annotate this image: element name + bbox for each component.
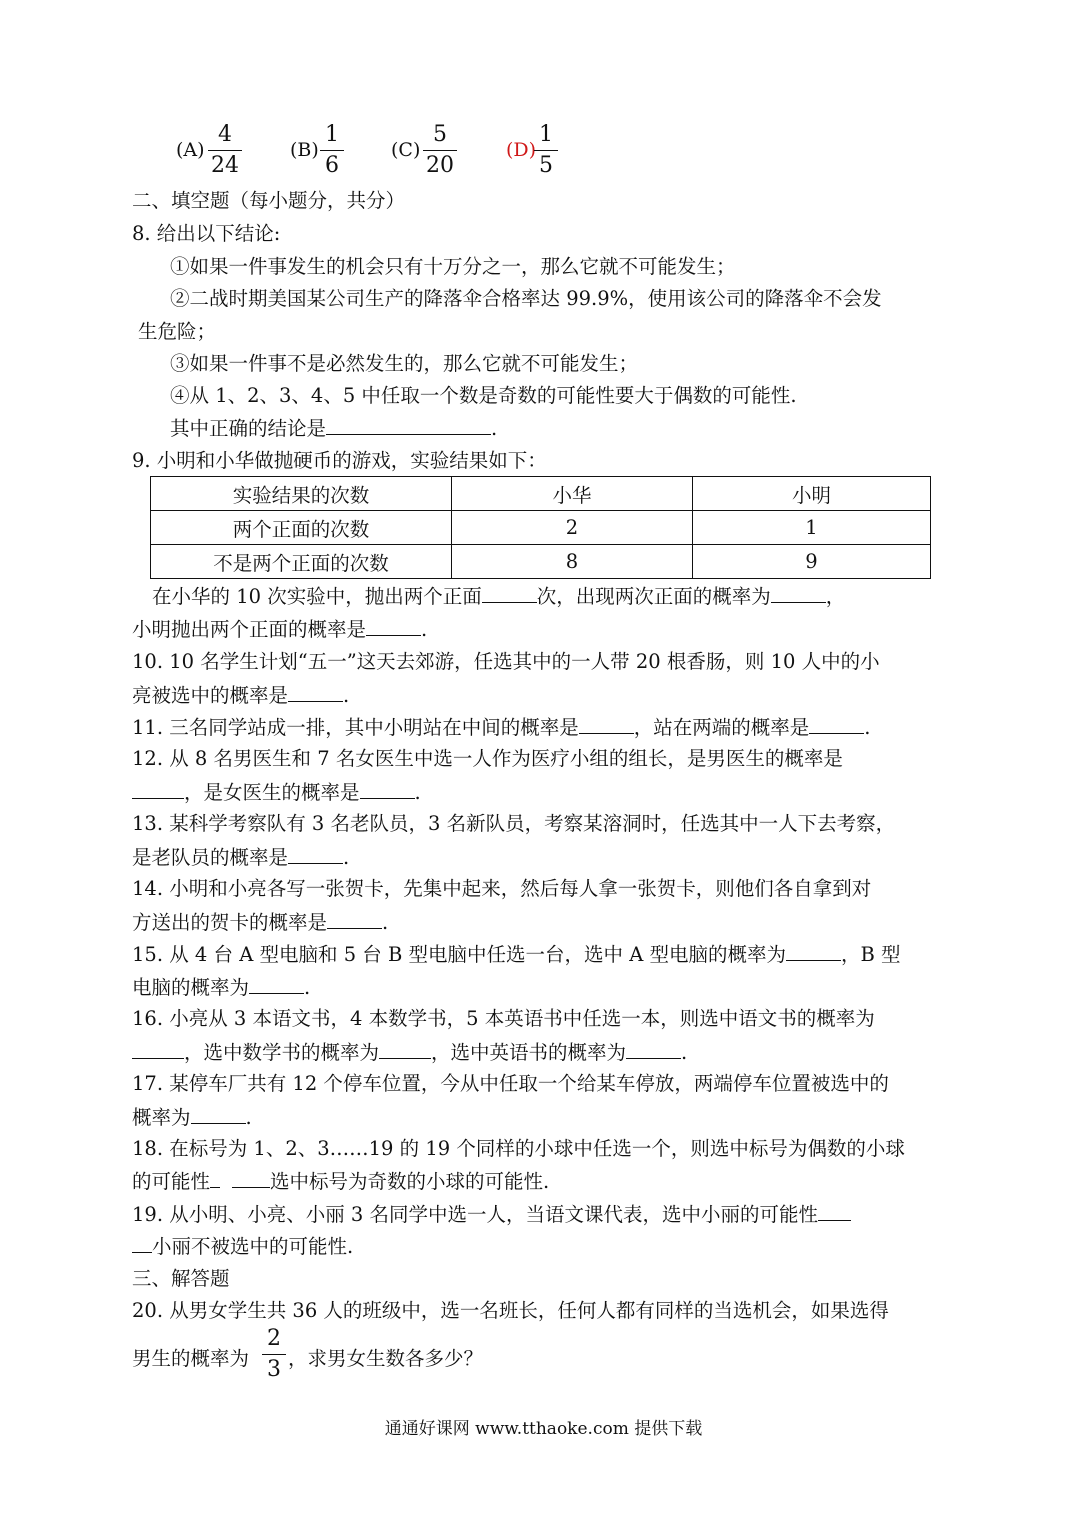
option-d-fraction [534, 124, 558, 177]
q12-line-2: ，是女医生的概率是 . [132, 782, 421, 803]
section-three-heading: 三、解答题 [132, 1267, 230, 1290]
q13-blank[interactable] [288, 847, 343, 864]
q15-blank-1[interactable] [786, 944, 841, 961]
option-b-fraction [320, 124, 344, 177]
q20-fraction [262, 1328, 286, 1381]
q9-line-2: 小明抛出两个正面的概率是 . [132, 618, 428, 641]
option-c-fraction [423, 124, 457, 177]
q20-denominator: 3 [267, 1357, 281, 1382]
option-b-denominator: 6 [325, 153, 339, 178]
table-cell: 1 [693, 511, 931, 545]
q8-answer-blank[interactable] [326, 418, 491, 435]
q18-line-2: 的可能性 选中标号为奇数的小球的可能性. [132, 1170, 550, 1193]
page-footer: 通通好课网 www.tthaoke.com 提供下载 [384, 1419, 703, 1439]
q16-line-2: ，选中数学书的概率为 ，选中英语书的概率为 . [132, 1042, 687, 1063]
q12-line-1: 12. 从 8 名男医生和 7 名女医生中选一人作为医疗小组的组长，是男医生的概率是 [132, 747, 843, 770]
q8-ask: 其中正确的结论是 [170, 417, 327, 440]
q20-numerator: 2 [267, 1326, 281, 1351]
q17-line-2: 概率为 . [132, 1106, 252, 1129]
q8-stem: 8. 给出以下结论: [132, 222, 281, 245]
option-a-label: (A) [176, 139, 205, 161]
table-header-cell: 小华 [452, 477, 693, 511]
q8-item-4: ④从 1、2、3、4、5 中任取一个数是奇数的可能性要大于偶数的可能性. [170, 384, 797, 407]
q9-blank-3[interactable] [366, 619, 421, 636]
q13-line-1: 13. 某科学考察队有 3 名老队员，3 名新队员，考察某溶洞时，任选其中一人下去考察， [132, 812, 896, 835]
q13-line-2: 是老队员的概率是 . [132, 846, 350, 869]
q16-blank-1[interactable] [132, 1042, 184, 1059]
table-header-cell: 小明 [693, 477, 931, 511]
q9-stem: 9. 小明和小华做抛硬币的游戏，实验结果如下： [132, 449, 547, 472]
option-b-numerator: 1 [325, 122, 339, 147]
q12-blank-1[interactable] [132, 782, 184, 799]
q16-blank-3[interactable] [626, 1042, 681, 1059]
option-c-label: (C) [391, 139, 421, 161]
option-b-label: (B) [290, 139, 319, 161]
q18-blank-part-2[interactable] [232, 1171, 270, 1188]
q14-line-1: 14. 小明和小亮各写一张贺卡，先集中起来，然后每人拿一张贺卡，则他们各自拿到对 [132, 877, 872, 900]
q8-item-3: ③如果一件事不是必然发生的，那么它就不可能发生； [170, 352, 639, 375]
q8-item-2-cont: 生危险； [138, 320, 217, 343]
section-two-heading: 二、填空题（每小题分，共分） [132, 189, 406, 212]
q20-line-1: 20. 从男女学生共 36 人的班级中，选一名班长，任何人都有同样的当选机会，如果选得 [132, 1299, 889, 1322]
option-a-denominator: 24 [211, 153, 239, 178]
table-header-cell: 实验结果的次数 [151, 477, 452, 511]
q15-blank-2[interactable] [249, 977, 304, 994]
q20-line-2b: ，求男女生数各多少？ [288, 1347, 484, 1370]
option-a-fraction [208, 124, 242, 177]
q9-line-1: 在小华的 10 次实验中，抛出两个正面 次，出现两次正面的概率为 ， [152, 585, 846, 608]
q16-blank-2[interactable] [379, 1042, 431, 1059]
q8-answer-line: 其中正确的结论是 . [170, 417, 498, 440]
q18-line-1: 18. 在标号为 1、2、3……19 的 19 个同样的小球中任选一个，则选中标号为偶数的小球 [132, 1137, 905, 1160]
q10-line-2: 亮被选中的概率是 . [132, 684, 350, 707]
q16-line-1: 16. 小亮从 3 本语文书，4 本数学书，5 本英语书中任选一本，则选中语文书的概率为 [132, 1007, 875, 1030]
q11-blank-1[interactable] [579, 717, 634, 734]
option-d-numerator: 1 [539, 122, 553, 147]
option-a-numerator: 4 [218, 122, 232, 147]
q14-blank[interactable] [327, 912, 382, 929]
q11-line: 11. 三名同学站成一排，其中小明站在中间的概率是 ，站在两端的概率是 . [132, 716, 871, 739]
q15-line-2: 电脑的概率为 . [132, 976, 311, 999]
q18-blank-part-1[interactable] [210, 1171, 220, 1188]
table-row [151, 545, 931, 579]
q11-blank-2[interactable] [809, 717, 864, 734]
table-cell: 2 [452, 511, 693, 545]
option-c-numerator: 5 [433, 122, 447, 147]
table-cell: 8 [452, 545, 693, 579]
table-header-row [151, 477, 931, 511]
q17-blank[interactable] [191, 1107, 246, 1124]
q19-blank-part-2[interactable] [132, 1236, 152, 1253]
q8-item-1: ①如果一件事发生的机会只有十万分之一，那么它就不可能发生； [170, 255, 736, 278]
option-c-denominator: 20 [426, 153, 454, 178]
q9-results-table [150, 476, 931, 579]
q19-line-1: 19. 从小明、小亮、小丽 3 名同学中选一人，当语文课代表，选中小丽的可能性 [132, 1204, 851, 1225]
q10-line-1: 10. 10 名学生计划“五一”这天去郊游，任选其中的一人带 20 根香肠，则 10 人中的小 [132, 650, 880, 673]
q20-line-2a: 男生的概率为 [132, 1347, 250, 1370]
q8-item-2: ②二战时期美国某公司生产的降落伞合格率达 99.9%，使用该公司的降落伞不会发 [170, 287, 882, 310]
q19-line-2: 小丽不被选中的可能性. [132, 1236, 353, 1257]
q15-line-1: 15. 从 4 台 A 型电脑和 5 台 B 型电脑中任选一台，选中 A 型电脑的概率为 ，B 型 [132, 943, 901, 966]
q12-blank-2[interactable] [360, 782, 415, 799]
q19-blank-part-1[interactable] [818, 1204, 851, 1221]
q9-blank-2[interactable] [771, 586, 826, 603]
q17-line-1: 17. 某停车厂共有 12 个停车位置，今从中任取一个给某车停放，两端停车位置被选中的 [132, 1072, 889, 1095]
option-d-denominator: 5 [539, 153, 553, 178]
q9-blank-1[interactable] [482, 586, 537, 603]
option-d-label: (D) [506, 139, 537, 161]
table-cell: 9 [693, 545, 931, 579]
q10-blank[interactable] [288, 685, 343, 702]
table-cell: 不是两个正面的次数 [151, 545, 452, 579]
q14-line-2: 方送出的贺卡的概率是 . [132, 911, 389, 934]
table-row [151, 511, 931, 545]
table-cell: 两个正面的次数 [151, 511, 452, 545]
